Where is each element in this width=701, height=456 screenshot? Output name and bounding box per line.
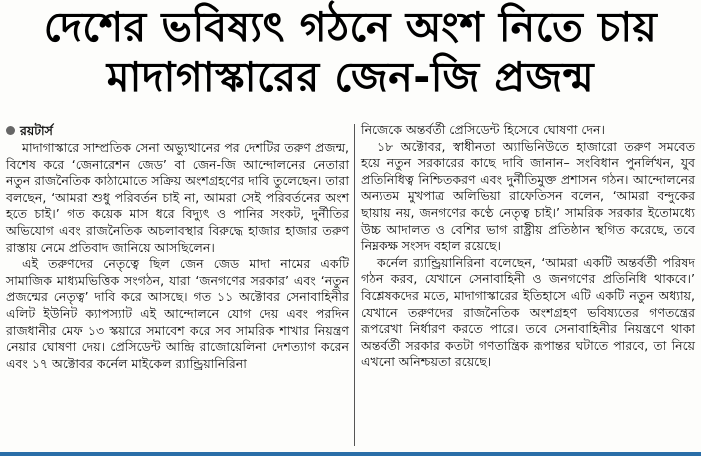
paragraph-continuation: নিজেকে অন্তর্বর্তী প্রেসিডেন্ট হিসেবে ঘোষণা দেন। xyxy=(361,122,605,137)
column-divider xyxy=(354,124,355,446)
headline xyxy=(0,2,701,102)
headline-line-2: মাদাগাস্কারের জেন-জি প্রজন্ম xyxy=(106,53,595,101)
article-body xyxy=(0,122,701,450)
byline-text: রয়টার্স xyxy=(20,123,53,138)
right-column xyxy=(361,122,695,450)
paragraph: ১৮ অক্টোবর, স্বাধীনতা অ্যাভিনিউতে হাজারো তরুণ সমবেত হয়ে নতুন সরকারের কাছে দাবি জানান– সংবিধান পুনর্লিখন, যুব প্রতিনিধিত্ব নিশ্চিতকরণ এবং দুর্নীতিমুক্ত প্রশাসন গঠন। আন্দোলনের অন্যতম মুখপাত্র অলিভিয়া রাফেতিসন বলেন, ‘আমরা বন্দুকের ছায়ায় নয়, জনগণের কণ্ঠে নেতৃত্ব চাই।’ সামরিক সরকার ইতোমধ্যে উচ্চ আদালত ও বেশির ভাগ রাষ্ট্রীয় প্রতিষ্ঠান স্থগিত করেছে, তবে নিম্নকক্ষ সংসদ বহাল রয়েছে। xyxy=(361,138,695,254)
paragraph: মাদাগাস্কারে সাম্প্রতিক সেনা অভ্যুত্থানের পর দেশটির তরুণ প্রজন্ম, বিশেষ করে ‘জেনারেশন জেড’ বা জেন-জি আন্দোলনের নেতারা নতুন রাজনৈতিক কাঠামোতে সক্রিয় অংশগ্রহণের দাবি তুলেছেন। তারা বলছেন, ‘আমরা শুধু পরিবর্তন চাই না, আমরা সেই পরিবর্তনের অংশ হতে চাই।’ গত কয়েক মাস ধরে বিদ্যুৎ ও পানির সংকট, দুর্নীতির অভিযোগ এবং রাজনৈতিক অচলাবস্থার বিরুদ্ধে হাজার হাজার তরুণ রাস্তায় নেমে প্রতিবাদ জানিয়ে আসছিলেন। xyxy=(6,140,349,255)
bullet-icon xyxy=(6,126,15,135)
byline xyxy=(6,122,349,139)
bottom-rule xyxy=(0,452,701,456)
paragraph: এই তরুণদের নেতৃত্বে ছিল জেন জেড মাদা নামের একটি সামাজিক মাধ্যমভিত্তিক সংগঠন, যারা ‘জনগণের সরকার’ এবং ‘নতুন প্রজন্মের নেতৃত্ব’ দাবি করে আসছে। গত ১১ অক্টোবর সেনাবাহিনীর এলিট ইউনিট ক্যাপস্যাট এই আন্দোলনে যোগ দেয় এবং পরদিন রাজধানীর মেফ ১৩ স্কয়ারে সমাবেশ করে সব সামরিক শাখার নিয়ন্ত্রণ নেয়ার ঘোষণা দেয়। প্রেসিডেন্ট আন্দ্রি রাজোয়েলিনা দেশত্যাগ করেন এবং ১৭ অক্টোবর কর্নেল মাইকেল র‍্যান্ড্রিয়ানিরিনা xyxy=(6,256,349,371)
left-column xyxy=(6,122,349,450)
paragraph: কর্নেল র‍্যান্ড্রিয়ানিরিনা বলেছেন, ‘আমরা একটি অন্তর্বর্তী পরিষদ গঠন করব, যেখানে সেনাবাহিনী ও জনগণের প্রতিনিধি থাকবে।’ বিশ্লেষকদের মতে, মাদাগাস্কারের ইতিহাসে এটি একটি নতুন অধ্যায়, যেখানে তরুণদের রাজনৈতিক অংশগ্রহণ ভবিষ্যতের গণতন্ত্রের রূপরেখা নির্ধারণ করতে পারে। তবে সেনাবাহিনীর নিয়ন্ত্রণে থাকা অন্তর্বর্তী সরকার কতটা গণতান্ত্রিক রূপান্তর ঘটাতে পারবে, তা নিয়ে এখনো অনিশ্চয়তা রয়েছে। xyxy=(361,254,695,370)
headline-line-1: দেশের ভবিষ্যৎ গঠনে অংশ নিতে চায় xyxy=(43,3,658,51)
